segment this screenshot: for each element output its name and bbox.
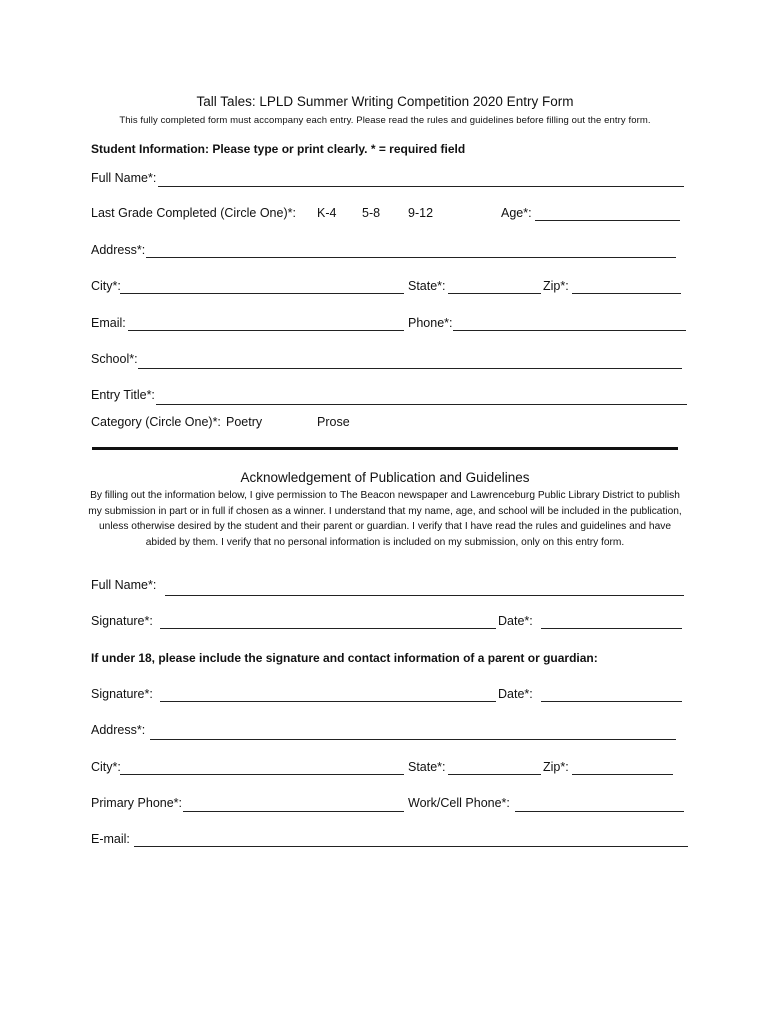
address-label: Address*: xyxy=(91,243,146,257)
grade-option-5-8[interactable]: 5-8 xyxy=(362,206,381,220)
grade-option-k4[interactable]: K-4 xyxy=(317,206,337,220)
state-label: State*: xyxy=(408,279,446,293)
school-field[interactable] xyxy=(138,368,682,369)
entry-title-label: Entry Title*: xyxy=(91,388,155,402)
category-label: Category (Circle One)*: xyxy=(91,415,221,429)
full-name-label: Full Name*: xyxy=(91,171,157,185)
zip-field[interactable] xyxy=(572,293,681,294)
full-name-field[interactable] xyxy=(158,186,684,187)
guardian-heading: If under 18, please include the signature and contact information of a parent or guardian: xyxy=(91,651,598,665)
entry-title-field[interactable] xyxy=(156,404,687,405)
guardian-address-label: Address*: xyxy=(91,723,146,737)
ack-full-name-field[interactable] xyxy=(165,595,684,596)
email-label: Email: xyxy=(91,316,126,330)
guardian-zip-label: Zip*: xyxy=(543,760,569,774)
grade-option-9-12[interactable]: 9-12 xyxy=(408,206,434,220)
guardian-date-field[interactable] xyxy=(541,701,682,702)
phone-field[interactable] xyxy=(453,330,686,331)
ack-signature-label: Signature*: xyxy=(91,614,153,628)
city-label: City*: xyxy=(91,279,121,293)
ack-full-name-label: Full Name*: xyxy=(91,578,157,592)
school-label: School*: xyxy=(91,352,138,366)
guardian-city-label: City*: xyxy=(91,760,121,774)
guardian-email-field[interactable] xyxy=(134,846,688,847)
city-field[interactable] xyxy=(120,293,404,294)
phone-label: Phone*: xyxy=(408,316,453,330)
guardian-zip-field[interactable] xyxy=(572,774,673,775)
student-info-heading: Student Information: Please type or print clearly. * = required field xyxy=(91,142,466,156)
acknowledgement-paragraph: By filling out the information below, I give permission to The Beacon newspaper and Lawrenceburg Public Library District to publish my submission in part or in full if chosen as a winner. I understand that my name, age, and school will be included in the publication, unless otherwise desired by the student and their parent or guardian. I verify that I have read the rules and guidelines and have abided by them. I verify that no personal information is included on my submission, only on this entry form. xyxy=(88,490,682,549)
category-option-prose[interactable]: Prose xyxy=(317,415,350,429)
address-field[interactable] xyxy=(146,257,676,258)
guardian-signature-label: Signature*: xyxy=(91,687,153,701)
form-title: Tall Tales: LPLD Summer Writing Competition 2020 Entry Form xyxy=(196,94,574,109)
age-field[interactable] xyxy=(535,220,680,221)
work-phone-field[interactable] xyxy=(515,811,684,812)
work-phone-label: Work/Cell Phone*: xyxy=(408,796,510,810)
age-label: Age*: xyxy=(501,206,532,220)
guardian-address-field[interactable] xyxy=(150,739,676,740)
form-subtitle: This fully completed form must accompany each entry. Please read the rules and guidelines before filling out the entry form. xyxy=(119,115,651,126)
grade-label: Last Grade Completed (Circle One)*: xyxy=(91,206,296,220)
zip-label: Zip*: xyxy=(543,279,569,293)
primary-phone-field[interactable] xyxy=(183,811,404,812)
ack-date-field[interactable] xyxy=(541,628,682,629)
ack-signature-field[interactable] xyxy=(160,628,496,629)
guardian-city-field[interactable] xyxy=(120,774,404,775)
email-field[interactable] xyxy=(128,330,404,331)
guardian-date-label: Date*: xyxy=(498,687,533,701)
acknowledgement-title: Acknowledgement of Publication and Guidelines xyxy=(240,470,530,485)
ack-date-label: Date*: xyxy=(498,614,533,628)
guardian-state-field[interactable] xyxy=(448,774,541,775)
guardian-email-label: E-mail: xyxy=(91,832,130,846)
category-option-poetry[interactable]: Poetry xyxy=(226,415,263,429)
guardian-state-label: State*: xyxy=(408,760,446,774)
primary-phone-label: Primary Phone*: xyxy=(91,796,183,810)
section-divider xyxy=(92,447,678,450)
guardian-signature-field[interactable] xyxy=(160,701,496,702)
state-field[interactable] xyxy=(448,293,541,294)
